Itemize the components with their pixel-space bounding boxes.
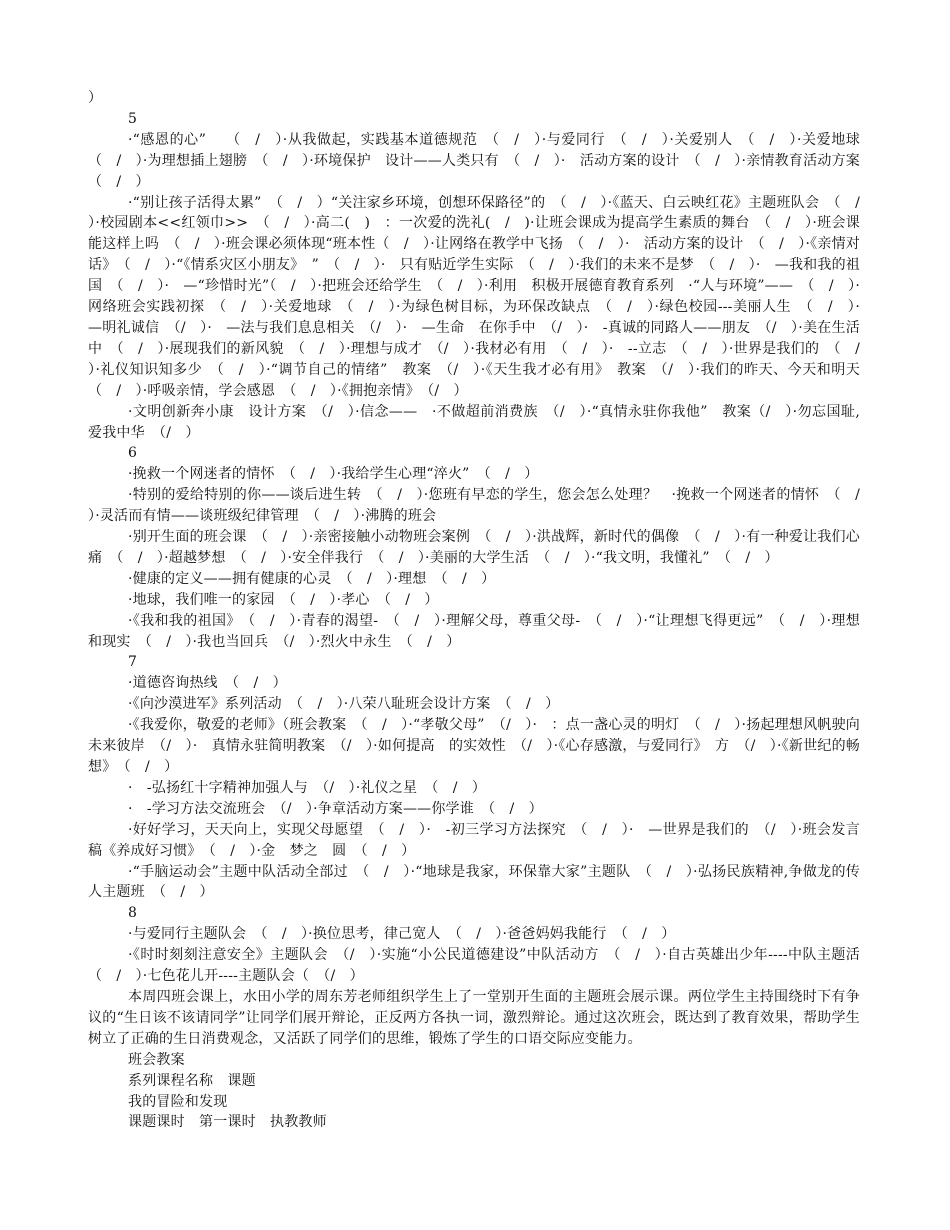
paragraph: ·地球，我们唯一的家园 （ / ）·孝心 （ / ） xyxy=(128,591,439,608)
section-number-7: 7 xyxy=(128,654,138,671)
paragraph: ·文明创新奔小康 设计方案 （/ ）·信念—— ·不做超前消费族 （/ ）·“真情永驻你我他” 教案（/ ）·勿忘国耻,爱我中华 （/ ） xyxy=(88,403,860,441)
paragraph: ·道德咨询热线 （ / ） xyxy=(128,675,287,692)
paragraph: 本周四班会课上，水田小学的周东芳老师组织学生上了一堂别开生面的主题班会展示课。两位学生主持围绕时下有争议的“生日该不该请同学”让同学们展开辩论，正反两方各执一词，激烈辩论。通过这次班会，既达到了教育效果，帮助学生树立了正确的生日消费观念，又活跃了同学们的思维，锻炼了学生的口语交际应变能力。 xyxy=(88,988,860,1047)
paragraph: ·《我和我的祖国》 （ / ）·青春的渴望- （ / ）·理解父母，尊重父母- （ / ）·“让理想飞得更远” （ / ）·理想和现实 （ / ）·我也当回兵 （/ ）·烈火中永生 （ / ） xyxy=(88,612,860,650)
lesson-period-label: 课题课时 第一课时 执教教师 xyxy=(128,1114,327,1131)
section-number-5: 5 xyxy=(128,110,138,127)
paragraph: ·挽救一个网迷者的情怀 （ / ）·我给学生心理“淬火” （ / ） xyxy=(128,466,539,483)
paragraph: ·特别的爱给特别的你——谈后进生转 （ / ）·您班有早恋的学生，您会怎么处理？ ·挽救一个网迷者的情怀 （ / ）·灵活而有情——谈班级纪律管理 （ / ）·沸腾的班会 xyxy=(88,487,875,525)
section-number-8: 8 xyxy=(128,905,138,922)
paragraph: ·好好学习，天天向上，实现父母愿望 （ / ）· -初三学习方法探究 （ / ）· —世界是我们的 （/ ）·班会发言稿《养成好习惯》 （ / ）·金 梦之 圆 （ / ） xyxy=(88,821,860,859)
section-number-6: 6 xyxy=(128,445,138,462)
paragraph: ·别开生面的班会课 （ / ）·亲密接触小动物班会案例 （ / ）·洪战辉，新时代的偶像 （ / ）·有一种爱让我们心痛 （ / ）·超越梦想 （ / ）·安全伴我行 （ / ）·美丽的大学生活 （ / ）·“我文明，我懂礼” （ / ） xyxy=(88,529,860,566)
paragraph: · -学习方法交流班会 （/ ）·争章活动方案——你学谁 （ / ） xyxy=(128,800,543,817)
paragraph: ·《我爱你，敬爱的老师》（班会教案 （ / ）·“孝敬父母” （/ ）· ：点一盏心灵的明灯 （ / ）·扬起理想风帆驶向未来彼岸 （/ ）· 真情永驻简明教案 （/ ）·如何提高 的实效性 （/ ）·《心存感激，与爱同行》 方 （/ ）·《新世纪的畅想》 （ / ） xyxy=(88,717,860,775)
closing-paren: ） xyxy=(88,90,103,106)
paragraph: ·《时时刻刻注意安全》主题队会 （/ ）·实施“小公民道德建设”中队活动方 （ / ）·自古英雄出少年----中队主题活 （ / ）·七色花儿开----主题队会（ （/ ） xyxy=(88,947,875,985)
document-body xyxy=(88,88,875,1133)
paragraph: ·“感恩的心” （ / ）·从我做起，实践基本道德规范 （ / ）·与爱同行 （ / ）·关爱别人 （ / ）·关爱地球 （ / ）·为理想插上翅膀 （ / ）·环境保护 设计——人类只有 （ / ）· 活动方案的设计 （ / ）·亲情教育活动方案 （ / ） xyxy=(88,131,875,190)
lesson-plan-heading: 班会教案 xyxy=(128,1051,185,1068)
lesson-title: 我的冒险和发现 xyxy=(128,1093,228,1110)
paragraph: · -弘扬红十字精神加强人与 （/ ）·礼仪之星 （ / ） xyxy=(128,779,487,796)
paragraph: ·健康的定义——拥有健康的心灵 （ / ）·理想 （ / ） xyxy=(128,570,496,587)
paragraph: ·《向沙漠进军》系列活动 （ / ）·八荣八耻班会设计方案 （ / ） xyxy=(128,696,560,713)
paragraph: ·与爱同行主题队会 （ / ）·换位思考，律己宽人 （ / ）·爸爸妈妈我能行 （ / ） xyxy=(128,926,676,943)
paragraph: ·“手脑运动会”主题中队活动全部过 （ / ）·“地球是我家，环保靠大家”主题队 （ / ）·弘扬民族精神,争做龙的传人主题班 （ / ） xyxy=(88,863,860,901)
paragraph: ·“别让孩子活得太累” （ / ）“关注家乡环境，创想环保路径”的 （ / ）·《蓝天、白云映红花》主题班队会 （ / ）·校园剧本<<红领巾>> （ / ）·高二( ) ：一次爱的洗礼( / )·让班会课成为提高学生素质的舞台 （ / ）·班会课能这样上吗 （ / ）·班会课必须体现“班本性（ / ）·让网络在教学中飞扬 （ / ）· 活动方案的设计 （ / ）·《亲情对话》 （ / ）·“《情系灾区小朋友》 ” （ / ）· 只有贴近学生实际 （ / ）·我们的未来不是梦 （ / ）· —我和我的祖国 （ / ）· —“珍惜时光”（ / ）·把班会还给学生 （ / ）·利用 积极开展德育教育系列 ·“人与环境”—— （ / ）·网络班会实践初探 （ / ）·关爱地球 （ / ）·为绿色树目标，为环保改缺点 （ / ）·绿色校园---美丽人生 （ / ）· —明礼诚信 （/ ）· —法与我们息息相关 （/ ）· —生命 在你手中 （/ ）· -真诚的同路人——朋友 （/ ）·美在生活中 （ / ）·展现我们的新风貌 （ / ）·理想与成才 （/ ）·我材必有用 （ / ）· --立志 （ / ）·世界是我们的 （ / ）·礼仪知识知多少 （ / ）·“调节自己的情绪” 教案 （/ ）·《天生我才必有用》 教案 （/ ）·我们的昨天、今天和明天 （ / ）·呼吸亲情，学会感恩 （ / ）·《拥抱亲情》 （/ ） xyxy=(88,194,875,399)
course-series-label: 系列课程名称 课题 xyxy=(128,1072,256,1089)
